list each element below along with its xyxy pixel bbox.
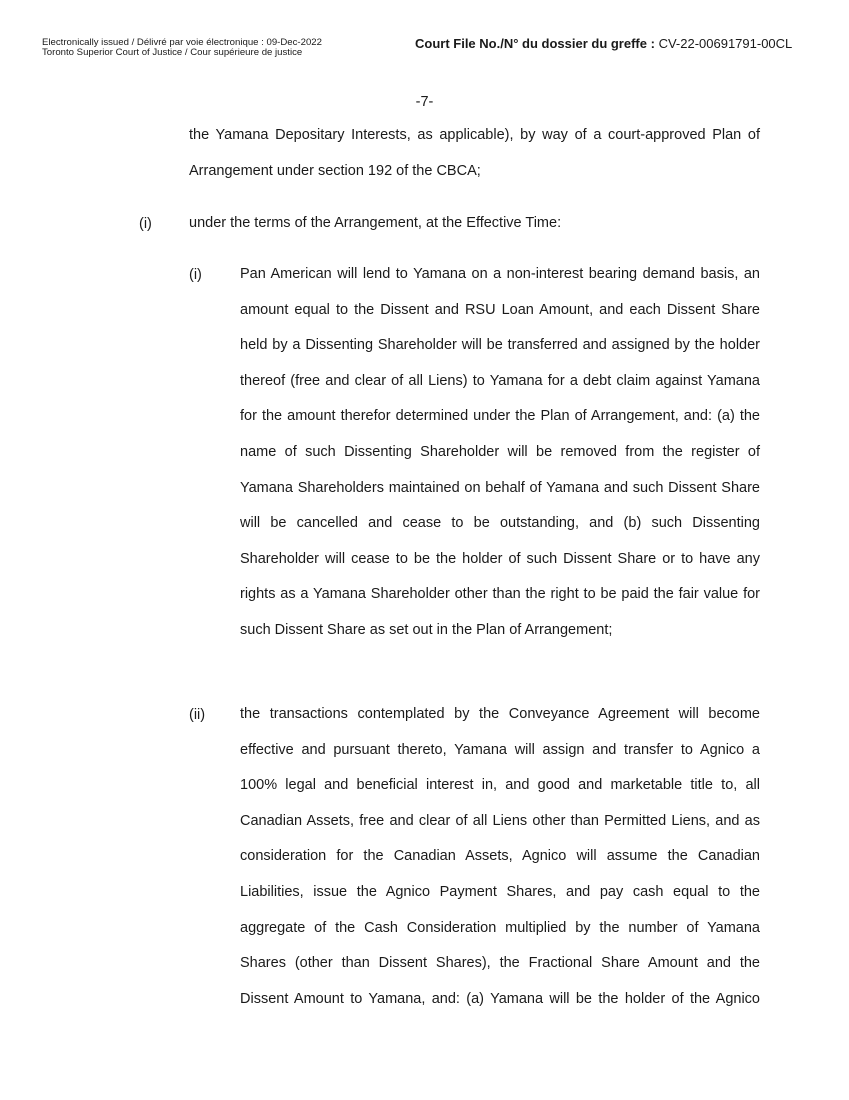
- item-marker: (i): [139, 216, 152, 232]
- court-file-number: [415, 36, 792, 52]
- subitem-text: the transactions contemplated by the Conveyance Agreement will become effective and pursuant thereto, Yamana will assign and transfer to Agnico a 100% legal and beneficial interest in, and good and marketable title to, all Canadian Assets, free and clear of all Liens other than Permitted Liens, and as consideration for the Canadian Assets, Agnico will assume the Canadian Liabilities, issue the Agnico Payment Shares, and pay cash equal to the aggregate of the Cash Consideration multiplied by the number of Yamana Shares (other than Dissent Shares), the Fractional Share Amount and the Dissent Amount to Yamana, and: (a) Yamana will be the holder of the Agnico: [240, 706, 760, 1007]
- electronic-issue-stamp: [42, 38, 322, 58]
- stamp-line-1: Electronically issued / Délivré par voie électronique : 09-Dec-2022: [42, 37, 322, 48]
- item-text: under the terms of the Arrangement, at the Effective Time:: [189, 215, 562, 231]
- subitem-text: Pan American will lend to Yamana on a non-interest bearing demand basis, an amount equal to the Dissent and RSU Loan Amount, and each Dissent Share held by a Dissenting Shareholder will be transferred and assigned by the holder thereof (free and clear of all Liens) to Yamana for a debt claim against Yamana for the amount therefor determined under the Plan of Arrangement, and: (a) the name of such Dissenting Shareholder will be removed from the register of Yamana Shareholders maintained on behalf of Yamana and such Dissent Share will be cancelled and cease to be outstanding, and (b) such Dissenting Shareholder will cease to be the holder of such Dissent Share or to have any rights as a Yamana Shareholder other than the right to be paid the fair value for such Dissent Share as set out in the Plan of Arrangement;: [240, 266, 760, 638]
- court-file-label: Court File No./N° du dossier du greffe :: [415, 36, 655, 51]
- continuation-paragraph: the Yamana Depositary Interests, as applicable), by way of a court-approved Plan of Arrangement under section 192 of the CBCA;: [189, 127, 760, 179]
- page-number: -7-: [415, 94, 434, 110]
- subitem-marker: (ii): [189, 707, 206, 723]
- subitem-marker: (i): [189, 267, 202, 283]
- stamp-line-2: Toronto Superior Court of Justice / Cour supérieure de justice: [42, 47, 303, 58]
- court-file-value: CV-22-00691791-00CL: [658, 36, 793, 51]
